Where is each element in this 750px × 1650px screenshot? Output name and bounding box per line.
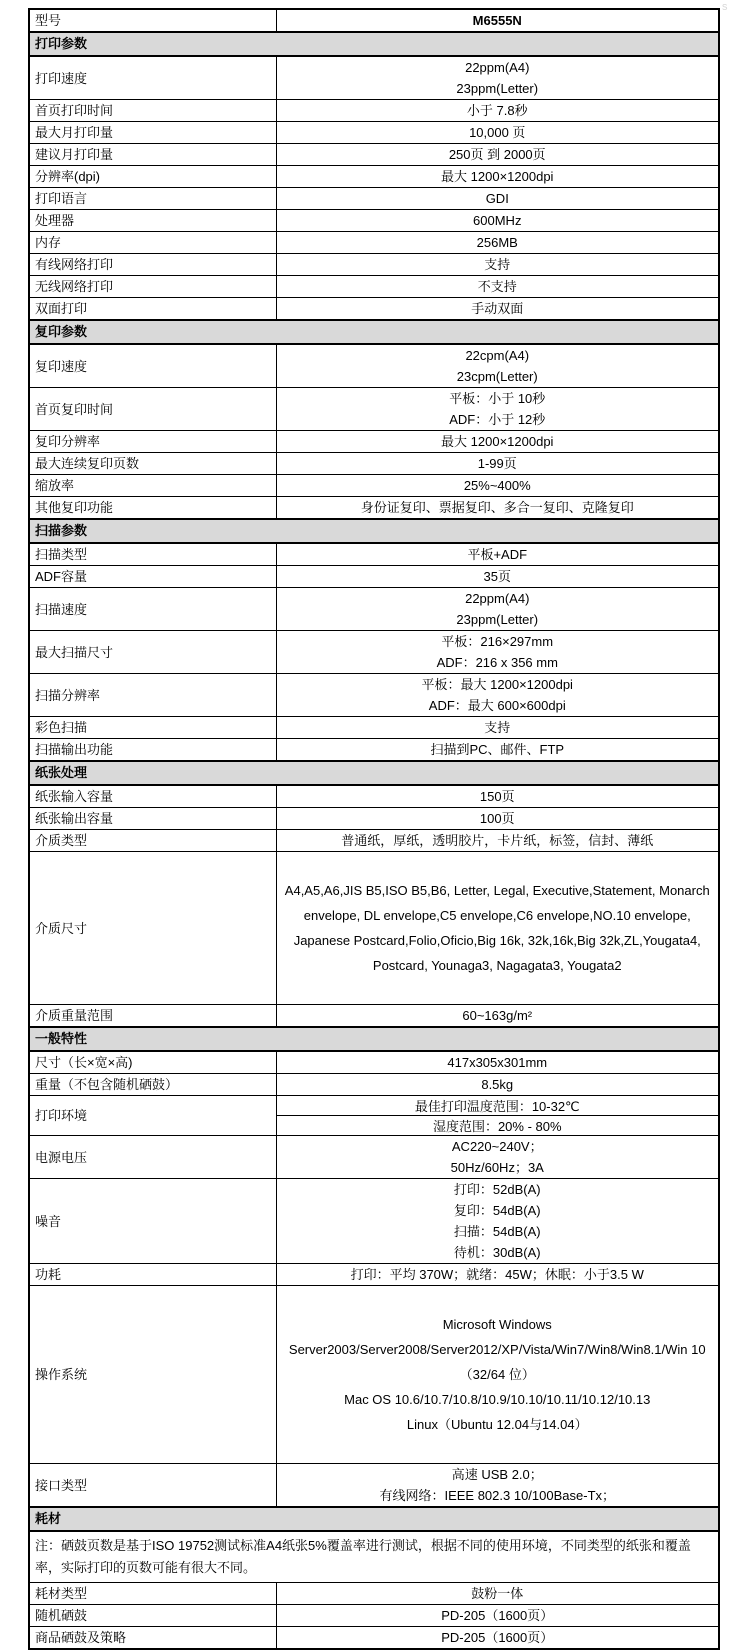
spec-value-line: 有线网络：IEEE 802.3 10/100Base-Tx； — [379, 1488, 616, 1503]
spec-label: 噪音 — [29, 1179, 276, 1264]
spec-value-line: 打印：52dB(A) — [453, 1182, 541, 1197]
spec-value — [276, 188, 719, 210]
section-header-row — [29, 761, 719, 785]
spec-value — [276, 717, 719, 739]
spec-value-line: 扫描到PC、邮件、FTP — [430, 742, 565, 757]
table-row — [29, 1264, 719, 1286]
spec-label: 介质重量范围 — [29, 1005, 276, 1028]
spec-value-line: A4,A5,A6,JIS B5,ISO B5,B6, Letter, Legal, Executive,Statement, Monarch envelope, DL envelope,C5 envelope,C6 envelope,NO.10 envelope, Japanese Postcard,Folio,Oficio,Big 16k, 32k,16k,Big 32k,ZL,Yougata4, Postcard, Younaga3, Nagagata3, Yougata2 — [284, 883, 710, 973]
spec-value — [276, 739, 719, 762]
spec-value-line: 小于 7.8秒 — [466, 103, 528, 118]
section-title: 打印参数 — [29, 32, 719, 56]
table-row — [29, 122, 719, 144]
table-row — [29, 588, 719, 631]
spec-value — [276, 100, 719, 122]
spec-value — [276, 1179, 719, 1264]
table-row — [29, 674, 719, 717]
spec-value-line: 1-99页 — [477, 456, 517, 471]
spec-value — [276, 1605, 719, 1627]
table-row — [29, 543, 719, 566]
spec-value-line: 100页 — [479, 811, 515, 826]
spec-value-line: Linux（Ubuntu 12.04与14.04） — [406, 1417, 588, 1432]
spec-value: 湿度范围：20% - 80% — [276, 1116, 719, 1136]
spec-label: 纸张输出容量 — [29, 808, 276, 830]
spec-label: 处理器 — [29, 210, 276, 232]
spec-label: 复印速度 — [29, 344, 276, 388]
spec-label: 其他复印功能 — [29, 497, 276, 520]
spec-value — [276, 388, 719, 431]
model-value: M6555N — [276, 9, 719, 32]
spec-label: 耗材类型 — [29, 1583, 276, 1605]
stray-artifact-text: s — [722, 1, 728, 13]
spec-value-line: 23cpm(Letter) — [456, 369, 538, 384]
section-header-row — [29, 32, 719, 56]
spec-value-line: 417x305x301mm — [447, 1055, 548, 1070]
spec-value — [276, 1627, 719, 1650]
spec-value-line: 22ppm(A4) — [465, 60, 530, 75]
table-row — [29, 1074, 719, 1096]
spec-value-line: 复印：54dB(A) — [453, 1203, 541, 1218]
spec-value-line: Microsoft Windows Server2003/Server2008/Server2012/XP/Vista/Win7/Win8/Win8.1/Win 10（32/64 位） — [288, 1317, 706, 1382]
table-row — [29, 388, 719, 431]
table-row — [29, 453, 719, 475]
table-row — [29, 1005, 719, 1028]
spec-value — [276, 276, 719, 298]
table-row — [29, 830, 719, 852]
spec-value-line: 平板：最大 1200×1200dpi — [421, 677, 573, 692]
spec-label: 介质尺寸 — [29, 852, 276, 1005]
spec-label: 内存 — [29, 232, 276, 254]
table-row — [29, 100, 719, 122]
spec-value-line: 手动双面 — [471, 301, 524, 316]
spec-value-line: 60~163g/m² — [462, 1008, 533, 1023]
spec-value-line: PD-205（1600页） — [441, 1630, 554, 1645]
spec-label: 电源电压 — [29, 1136, 276, 1179]
spec-value-line: 50Hz/60Hz；3A — [450, 1160, 544, 1175]
spec-value — [276, 122, 719, 144]
spec-value — [276, 475, 719, 497]
spec-label: 功耗 — [29, 1264, 276, 1286]
spec-value — [276, 232, 719, 254]
spec-label: 最大扫描尺寸 — [29, 631, 276, 674]
spec-value-line: 平板：216×297mm — [441, 634, 554, 649]
spec-value-line: 待机：30dB(A) — [453, 1245, 541, 1260]
table-row — [29, 808, 719, 830]
spec-label: 双面打印 — [29, 298, 276, 321]
table-row — [29, 1096, 719, 1116]
spec-label: 接口类型 — [29, 1464, 276, 1508]
spec-label: 介质类型 — [29, 830, 276, 852]
table-row — [29, 785, 719, 808]
table-row — [29, 56, 719, 100]
spec-label: 分辨率(dpi) — [29, 166, 276, 188]
spec-value — [276, 254, 719, 276]
spec-label: 无线网络打印 — [29, 276, 276, 298]
spec-label: 首页打印时间 — [29, 100, 276, 122]
spec-value: 最佳打印温度范围：10-32℃ — [276, 1096, 719, 1116]
spec-value — [276, 497, 719, 520]
spec-value-line: 8.5kg — [481, 1077, 514, 1092]
spec-label: 尺寸（长×宽×高) — [29, 1051, 276, 1074]
spec-label: 复印分辨率 — [29, 431, 276, 453]
section-title: 一般特性 — [29, 1027, 719, 1051]
section-note: 注：硒鼓页数是基于ISO 19752测试标准A4纸张5%覆盖率进行测试，根据不同的使用环境，不同类型的纸张和覆盖率，实际打印的页数可能有很大不同。 — [29, 1531, 719, 1583]
spec-value-line: Mac OS 10.6/10.7/10.8/10.9/10.10/10.11/10.12/10.13 — [344, 1392, 651, 1407]
spec-label: 操作系统 — [29, 1286, 276, 1464]
section-header-row — [29, 320, 719, 344]
spec-value — [276, 785, 719, 808]
table-row — [29, 1136, 719, 1179]
table-row — [29, 276, 719, 298]
spec-value-line: PD-205（1600页） — [441, 1608, 554, 1623]
table-row — [29, 475, 719, 497]
spec-value-line: 最大 1200×1200dpi — [441, 169, 554, 184]
spec-label: 扫描速度 — [29, 588, 276, 631]
spec-value — [276, 144, 719, 166]
spec-value-line: 身份证复印、票据复印、多合一复印、克隆复印 — [360, 500, 634, 515]
spec-value-line: 25%~400% — [463, 478, 531, 493]
section-header-row — [29, 519, 719, 543]
table-row — [29, 188, 719, 210]
spec-value-line: 不支持 — [477, 279, 517, 294]
section-title: 扫描参数 — [29, 519, 719, 543]
table-row — [29, 1583, 719, 1605]
table-row — [29, 254, 719, 276]
spec-label: 扫描分辨率 — [29, 674, 276, 717]
spec-value — [276, 1286, 719, 1464]
table-row — [29, 1464, 719, 1508]
table-row — [29, 344, 719, 388]
spec-value-line: 23ppm(Letter) — [456, 81, 539, 96]
spec-value-line: 150页 — [479, 789, 515, 804]
spec-value — [276, 674, 719, 717]
spec-value — [276, 431, 719, 453]
section-header-row — [29, 1507, 719, 1531]
spec-label: 打印速度 — [29, 56, 276, 100]
spec-label: 重量（不包含随机硒鼓） — [29, 1074, 276, 1096]
section-title: 纸张处理 — [29, 761, 719, 785]
spec-label: 最大月打印量 — [29, 122, 276, 144]
table-row — [29, 1605, 719, 1627]
spec-label: 建议月打印量 — [29, 144, 276, 166]
printer-spec-table — [28, 8, 720, 1650]
table-row — [29, 566, 719, 588]
section-title: 耗材 — [29, 1507, 719, 1531]
spec-value — [276, 56, 719, 100]
spec-value — [276, 1264, 719, 1286]
spec-label: 扫描输出功能 — [29, 739, 276, 762]
table-row — [29, 717, 719, 739]
spec-label: 缩放率 — [29, 475, 276, 497]
table-row — [29, 497, 719, 520]
spec-value — [276, 808, 719, 830]
table-row — [29, 144, 719, 166]
spec-label: 有线网络打印 — [29, 254, 276, 276]
table-row — [29, 431, 719, 453]
spec-value — [276, 344, 719, 388]
spec-label: 打印环境 — [29, 1096, 276, 1136]
spec-value-line: 打印：平均 370W；就绪：45W；休眠：小于3.5 W — [350, 1267, 644, 1282]
spec-label: 纸张输入容量 — [29, 785, 276, 808]
section-header-row — [29, 1027, 719, 1051]
spec-value — [276, 298, 719, 321]
spec-label: ADF容量 — [29, 566, 276, 588]
spec-value — [276, 1583, 719, 1605]
spec-value — [276, 1051, 719, 1074]
table-row — [29, 631, 719, 674]
spec-label: 商品硒鼓及策略 — [29, 1627, 276, 1650]
model-row — [29, 9, 719, 32]
note-row — [29, 1531, 719, 1583]
spec-label: 扫描类型 — [29, 543, 276, 566]
table-row — [29, 1286, 719, 1464]
spec-value-line: 最大 1200×1200dpi — [441, 434, 554, 449]
table-row — [29, 166, 719, 188]
spec-value — [276, 852, 719, 1005]
spec-value — [276, 210, 719, 232]
spec-value-line: GDI — [485, 191, 509, 206]
spec-value-line: 高速 USB 2.0； — [451, 1467, 543, 1482]
spec-value-line: 250页 到 2000页 — [448, 147, 546, 162]
spec-label: 打印语言 — [29, 188, 276, 210]
spec-value-line: 平板：小于 10秒 — [449, 391, 546, 406]
table-row — [29, 852, 719, 1005]
spec-value-line: 256MB — [476, 235, 518, 250]
spec-value-line: 10,000 页 — [469, 125, 526, 140]
spec-value-line: ADF：216 x 356 mm — [436, 655, 558, 670]
spec-label: 随机硒鼓 — [29, 1605, 276, 1627]
spec-value — [276, 566, 719, 588]
spec-value-line: 支持 — [484, 720, 511, 735]
spec-table-body — [29, 9, 719, 1649]
spec-value-line: 22ppm(A4) — [465, 591, 530, 606]
spec-value-line: ADF：小于 12秒 — [449, 412, 546, 427]
table-row — [29, 1627, 719, 1650]
section-title: 复印参数 — [29, 320, 719, 344]
table-row — [29, 210, 719, 232]
spec-value — [276, 830, 719, 852]
spec-value — [276, 166, 719, 188]
spec-value-line: 600MHz — [473, 213, 522, 228]
spec-value-line: 普通纸，厚纸，透明胶片，卡片纸，标签，信封、薄纸 — [341, 833, 654, 848]
table-row — [29, 1179, 719, 1264]
spec-value-line: 23ppm(Letter) — [456, 612, 539, 627]
spec-value-line: 22cpm(A4) — [465, 348, 530, 363]
spec-label: 型号 — [29, 9, 276, 32]
spec-value — [276, 453, 719, 475]
spec-label: 首页复印时间 — [29, 388, 276, 431]
spec-label: 最大连续复印页数 — [29, 453, 276, 475]
spec-value-line: ADF：最大 600×600dpi — [428, 698, 566, 713]
spec-value-line: 35页 — [483, 569, 511, 584]
spec-value — [276, 588, 719, 631]
table-row — [29, 298, 719, 321]
spec-value-line: 鼓粉一体 — [471, 1586, 524, 1601]
spec-value — [276, 1136, 719, 1179]
spec-value-line: 支持 — [484, 257, 511, 272]
table-row — [29, 232, 719, 254]
spec-value — [276, 543, 719, 566]
table-row — [29, 1051, 719, 1074]
spec-value — [276, 1074, 719, 1096]
spec-value-line: 扫描：54dB(A) — [453, 1224, 541, 1239]
table-row — [29, 739, 719, 762]
spec-value — [276, 1464, 719, 1508]
spec-label: 彩色扫描 — [29, 717, 276, 739]
spec-value — [276, 1005, 719, 1028]
spec-value-line: AC220~240V； — [451, 1139, 543, 1154]
spec-value — [276, 631, 719, 674]
spec-value-line: 平板+ADF — [467, 547, 528, 562]
